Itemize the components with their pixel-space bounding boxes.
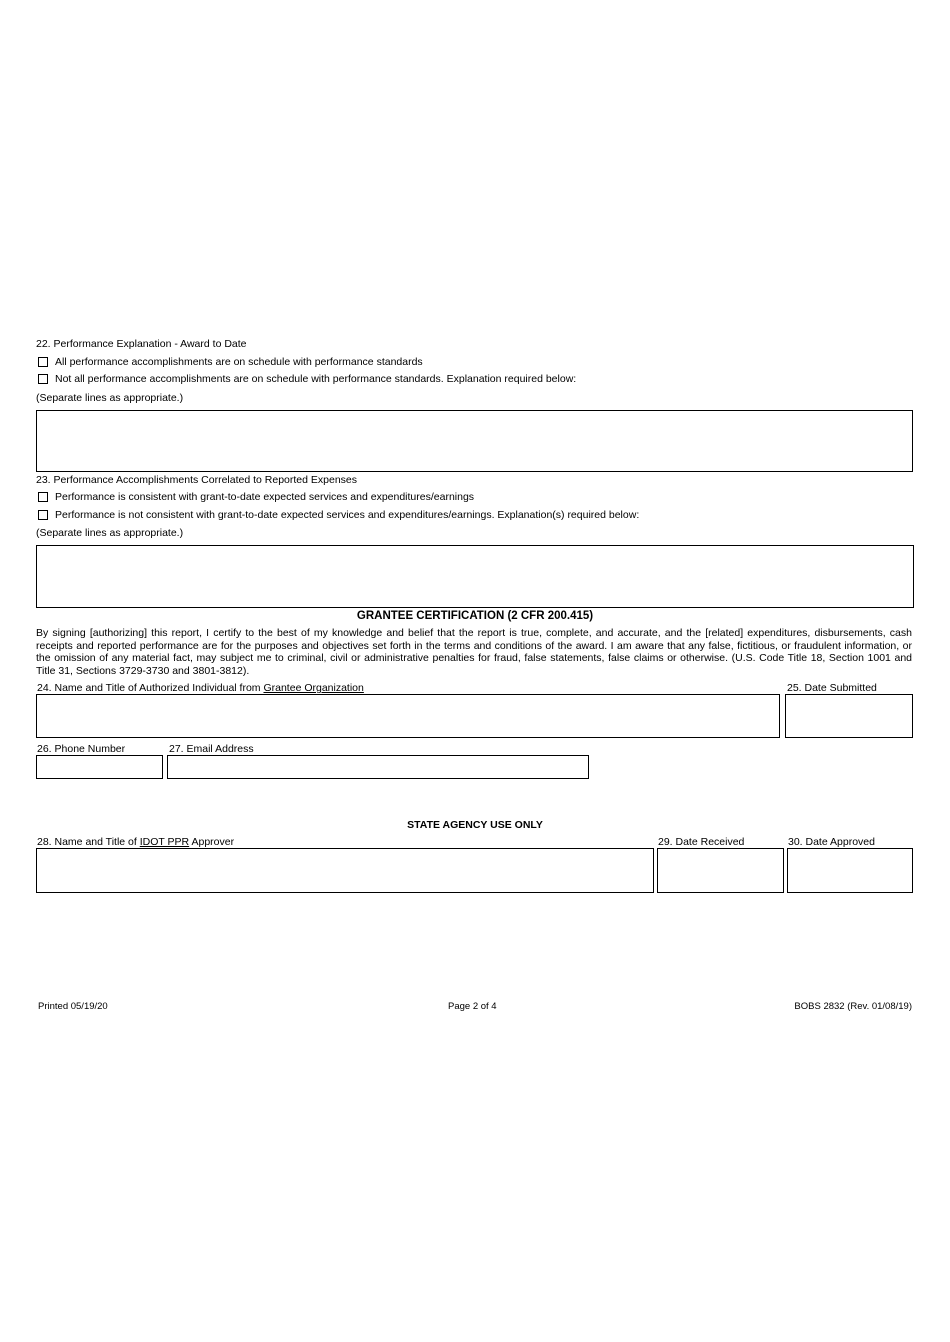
field-30-label: 30. Date Approved: [788, 836, 875, 848]
section-22-explanation-field[interactable]: [36, 410, 913, 472]
section-23-title: 23. Performance Accomplishments Correlated to Reported Expenses: [36, 474, 357, 486]
section-23-note: (Separate lines as appropriate.): [36, 527, 184, 539]
authorized-individual-field[interactable]: [36, 694, 780, 738]
state-agency-heading: STATE AGENCY USE ONLY: [407, 819, 543, 831]
approver-name-field[interactable]: [36, 848, 654, 893]
field-26-label: 26. Phone Number: [37, 743, 126, 755]
grantee-certification-heading: GRANTEE CERTIFICATION (2 CFR 200.415): [356, 610, 594, 622]
on-schedule-checkbox[interactable]: [38, 357, 48, 367]
section-22-note: (Separate lines as appropriate.): [36, 392, 184, 404]
field-28-label-underlined: IDOT PPR: [139, 836, 190, 848]
consistent-checkbox[interactable]: [38, 492, 48, 502]
field-28-label-suffix: Approver: [189, 836, 235, 848]
section-23-explanation-field[interactable]: [36, 545, 914, 608]
form-id: BOBS 2832 (Rev. 01/08/19): [794, 1001, 912, 1012]
date-submitted-field[interactable]: [785, 694, 913, 738]
certification-text: By signing [authorizing] this report, I certify to the best of my knowledge and belief that the report is true, complete, and accurate, and the [related] expenditures, disbursements, cash receipts and reported performance are for the purposes and objectives set forth in the terms and conditions of the award. I am aware that any false, fictitious, or fraudulent information, or the omission of any material fact, may subject me to criminal, civil or administrative penalties for fraud, false statements, false claims or otherwise. (U.S. Code Title 18, Section 1001 and Title 31, Sections 3729-3730 and 3801-3812).: [36, 627, 912, 677]
not-consistent-checkbox[interactable]: [38, 510, 48, 520]
field-28-label-prefix: 28. Name and Title of: [37, 836, 140, 848]
not-on-schedule-checkbox[interactable]: [38, 374, 48, 384]
field-24-label-underlined: Grantee Organization: [263, 682, 364, 694]
date-received-field[interactable]: [657, 848, 784, 893]
printed-date: Printed 05/19/20: [38, 1001, 108, 1012]
section-22-title: 22. Performance Explanation - Award to Date: [36, 338, 247, 350]
phone-number-field[interactable]: [36, 755, 163, 779]
email-address-field[interactable]: [167, 755, 589, 779]
field-24-label-prefix: 24. Name and Title of Authorized Individual from: [37, 682, 264, 694]
not-consistent-label: Performance is not consistent with grant-to-date expected services and expenditures/earnings. Explanation(s) required below:: [55, 509, 640, 521]
field-29-label: 29. Date Received: [658, 836, 745, 848]
on-schedule-label: All performance accomplishments are on schedule with performance standards: [55, 356, 423, 368]
field-27-label: 27. Email Address: [169, 743, 254, 755]
date-approved-field[interactable]: [787, 848, 913, 893]
field-25-label: 25. Date Submitted: [787, 682, 877, 694]
consistent-label: Performance is consistent with grant-to-date expected services and expenditures/earnings: [55, 491, 475, 503]
not-on-schedule-label: Not all performance accomplishments are on schedule with performance standards. Explanation required below:: [55, 373, 577, 385]
page-number: Page 2 of 4: [448, 1001, 497, 1012]
